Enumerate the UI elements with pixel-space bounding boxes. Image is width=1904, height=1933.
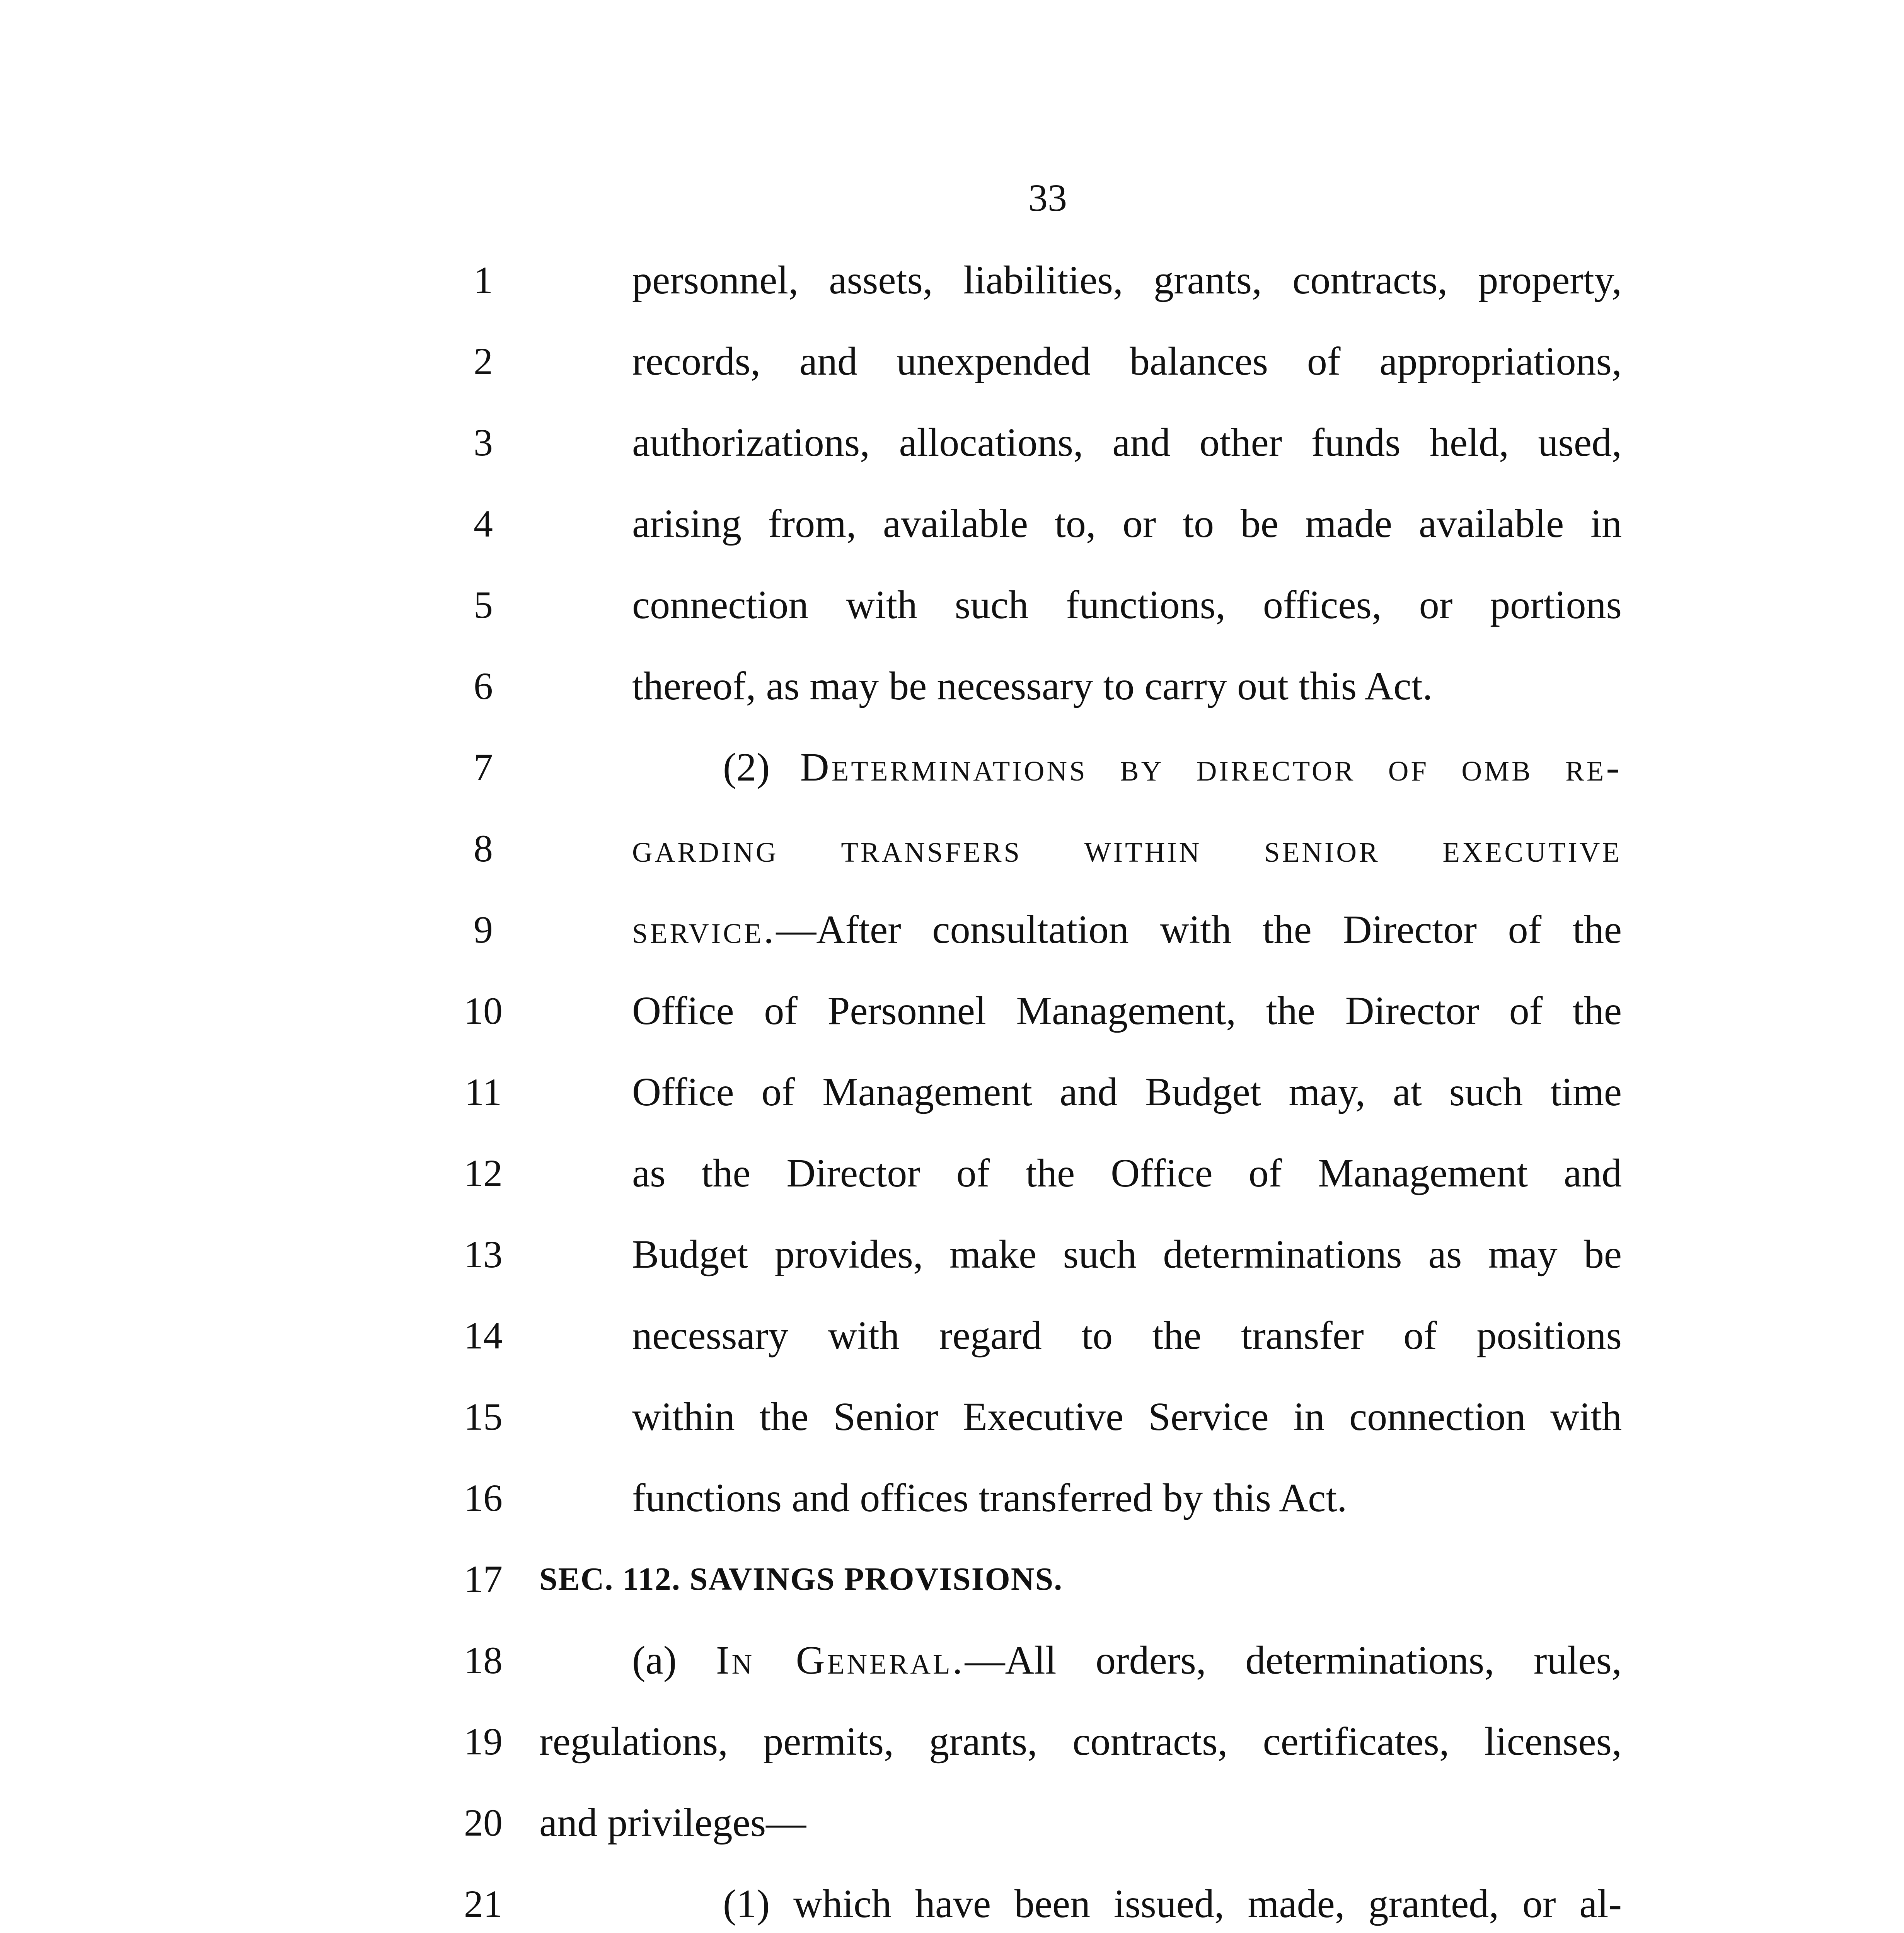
- line-text: and privileges—: [539, 1800, 806, 1845]
- line-text: [632, 1620, 1622, 1701]
- line-number: 4: [474, 502, 493, 545]
- line-number: 17: [464, 1558, 503, 1601]
- line-number: 20: [464, 1801, 503, 1844]
- line-number: 19: [464, 1720, 503, 1763]
- line-text: [723, 727, 1622, 808]
- paragraph-heading: Determinations by director of omb re-: [800, 745, 1622, 789]
- text-line: [0, 564, 1904, 646]
- paragraph-heading: In General.: [716, 1638, 965, 1682]
- line-text: thereof, as may be necessary to carry out this Act.: [632, 664, 1433, 708]
- line-text: personnel, assets, liabilities, grants, contracts, property,: [632, 258, 1622, 302]
- line-number: 10: [464, 989, 503, 1032]
- paragraph-heading: service.: [632, 907, 776, 952]
- line-text: [632, 889, 1622, 970]
- line-text: necessary with regard to the transfer of positions: [632, 1313, 1622, 1358]
- text-line: [0, 321, 1904, 402]
- text-line: [0, 808, 1904, 889]
- line-number: 1: [474, 259, 493, 302]
- text-line: [0, 1782, 1904, 1863]
- line-text: Budget provides, make such determinations as may be: [632, 1232, 1622, 1277]
- text-line: [0, 727, 1904, 808]
- line-text: regulations, permits, grants, contracts, certificates, licenses,: [539, 1719, 1622, 1764]
- text-line: [0, 1376, 1904, 1457]
- line-text: authorizations, allocations, and other funds held, used,: [632, 420, 1622, 465]
- text-line: [0, 646, 1904, 727]
- line-number: 8: [474, 827, 493, 870]
- text-line: [0, 1133, 1904, 1214]
- text-line: [0, 1214, 1904, 1295]
- line-number: 16: [464, 1476, 503, 1519]
- line-text-body: —All orders, determinations, rules,: [965, 1638, 1622, 1682]
- line-text: within the Senior Executive Service in connection with: [632, 1394, 1622, 1439]
- text-line: [0, 1052, 1904, 1133]
- text-line: [0, 1701, 1904, 1782]
- line-text: (1) which have been issued, made, granted, or al-: [723, 1882, 1622, 1926]
- line-text: records, and unexpended balances of appropriations,: [632, 339, 1622, 384]
- text-line: [0, 970, 1904, 1052]
- line-text: arising from, available to, or to be made available in: [632, 501, 1622, 546]
- line-number: 15: [464, 1395, 503, 1438]
- page-number: 33: [1028, 176, 1067, 219]
- paragraph-heading: garding transfers within senior executive: [632, 826, 1622, 871]
- line-number: 5: [474, 583, 493, 626]
- line-number: 9: [474, 908, 493, 951]
- line-number: 13: [464, 1233, 503, 1276]
- text-line: [0, 1539, 1904, 1620]
- section-heading: SEC. 112. SAVINGS PROVISIONS.: [539, 1561, 1063, 1597]
- line-text: Office of Personnel Management, the Director of the: [632, 989, 1622, 1033]
- line-text: as the Director of the Office of Management and: [632, 1151, 1622, 1195]
- text-line: [0, 1295, 1904, 1376]
- paragraph-lead: (a): [632, 1638, 716, 1682]
- text-line: [0, 889, 1904, 970]
- line-number: 21: [464, 1882, 503, 1925]
- text-line: [0, 1863, 1904, 1933]
- line-number: 2: [474, 340, 493, 383]
- line-number: 12: [464, 1152, 503, 1195]
- text-line: [0, 240, 1904, 321]
- text-line: [0, 1620, 1904, 1701]
- line-number: 3: [474, 421, 493, 464]
- line-text-body: —After consultation with the Director of the: [776, 907, 1622, 952]
- paragraph-lead: (2): [723, 745, 800, 789]
- line-number: 6: [474, 665, 493, 707]
- line-text: connection with such functions, offices, or portions: [632, 583, 1622, 627]
- line-number: 11: [464, 1070, 502, 1113]
- text-line: [0, 1457, 1904, 1539]
- line-text: functions and offices transferred by this Act.: [632, 1476, 1347, 1520]
- line-number: 18: [464, 1639, 503, 1682]
- text-line: [0, 483, 1904, 564]
- text-line: [0, 402, 1904, 483]
- line-text: Office of Management and Budget may, at such time: [632, 1070, 1622, 1114]
- line-number: 7: [474, 746, 493, 789]
- line-number: 14: [464, 1314, 503, 1357]
